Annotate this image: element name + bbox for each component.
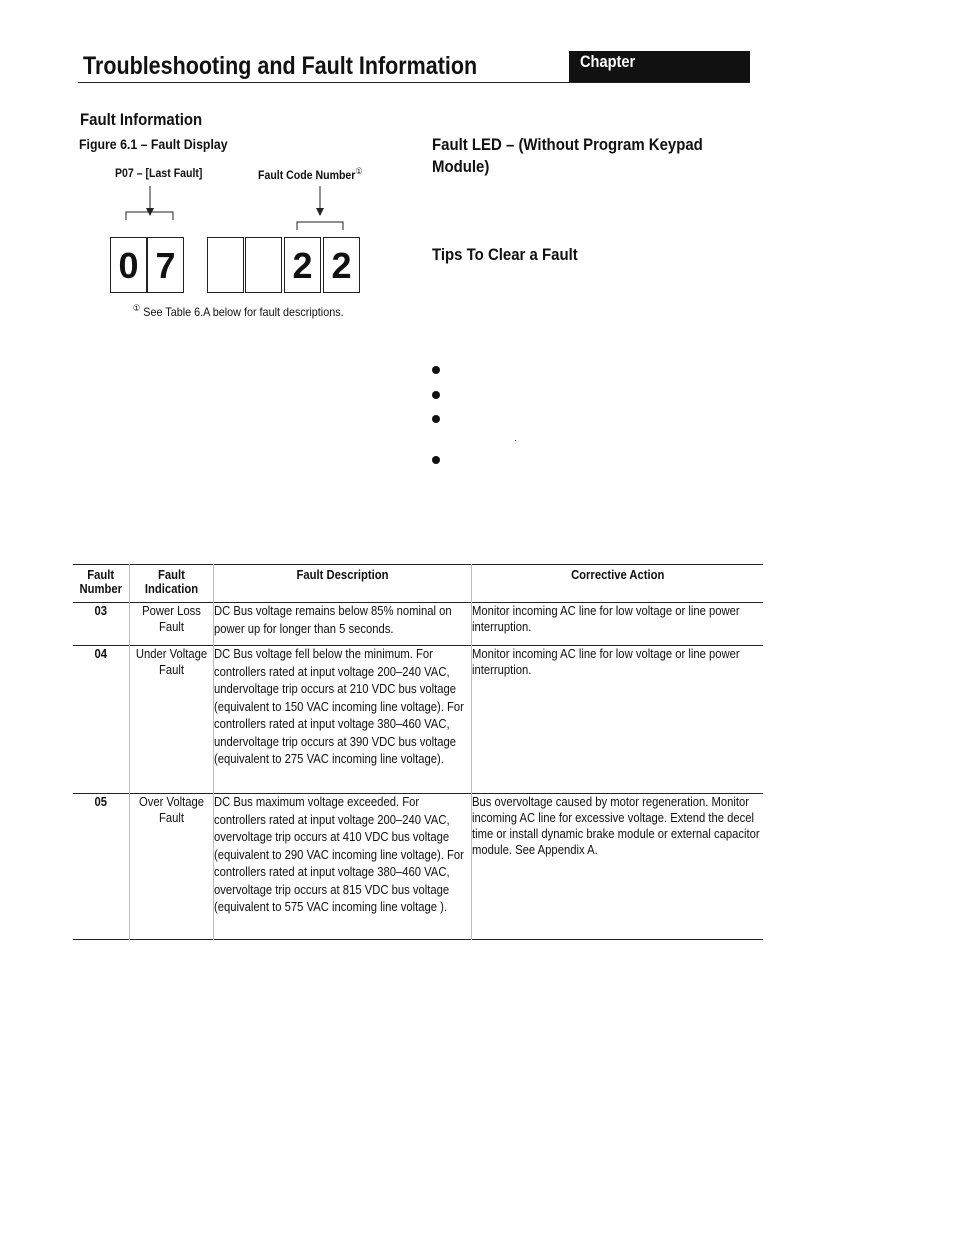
display-digit-5: 2 xyxy=(284,237,321,293)
section-heading-fault-led: Fault LED – (Without Program Keypad Module) xyxy=(432,135,703,176)
chapter-tab xyxy=(569,51,750,82)
corrective-action-cell: Bus overvoltage caused by motor regeneration. Monitor incoming AC line for excessive voltage. Extend the decel time or install dynamic brake module or external capacitor module. See Appendix A. xyxy=(471,794,763,940)
fault-indication-cell: Under Voltage Fault xyxy=(129,646,213,794)
table-row xyxy=(73,794,763,940)
fault-code-number-label: Fault Code Number① xyxy=(258,166,363,182)
fault-description-cell: DC Bus voltage remains below 85% nominal on power up for longer than 5 seconds. xyxy=(213,603,471,646)
header-corrective-action: Corrective Action xyxy=(471,565,763,603)
page-title: Troubleshooting and Fault Information xyxy=(83,52,478,80)
fault-description-cell: DC Bus maximum voltage exceeded. For controllers rated at input voltage 200–240 VAC, overvoltage trip occurs at 410 VDC bus voltage (equivalent to 290 VAC incoming line voltage). For controllers rated at input voltage 380–460 VAC, overvoltage trip occurs at 815 VDC bus voltage (equivalent to 575 VAC incoming line voltage ). xyxy=(213,794,471,940)
bullet-4 xyxy=(432,456,440,464)
fault-number-cell: 03 xyxy=(94,604,108,618)
header-fault-indication: Fault Indication xyxy=(129,565,213,603)
bullet-1 xyxy=(432,366,440,374)
table-row xyxy=(73,603,763,646)
header-fault-description: Fault Description xyxy=(213,565,471,603)
fault-indication-cell: Power Loss Fault xyxy=(129,603,213,646)
fault-code-arrow-head xyxy=(316,208,324,216)
fault-description-cell: DC Bus voltage fell below the minimum. For controllers rated at input voltage 200–240 VAC, undervoltage trip occurs at 210 VDC bus voltage (equivalent to 150 VAC incoming line voltage). For controllers rated at input voltage 380–460 VAC, undervoltage trip occurs at 390 VDC bus voltage (equivalent to 275 VAC incoming line voltage). xyxy=(213,646,471,794)
chapter-label: Chapter xyxy=(580,52,636,71)
table-header-row xyxy=(73,565,763,603)
header-rule xyxy=(78,82,750,83)
fault-code-bracket xyxy=(297,222,343,230)
bullet-3 xyxy=(432,415,440,423)
stray-mark xyxy=(515,440,516,441)
fault-table xyxy=(73,564,763,940)
figure-caption: Figure 6.1 – Fault Display xyxy=(79,136,228,152)
display-digit-4 xyxy=(245,237,282,293)
fault-indication-cell: Over Voltage Fault xyxy=(129,794,213,940)
display-digit-6: 2 xyxy=(323,237,360,293)
bullet-2 xyxy=(432,391,440,399)
last-fault-label: P07 – [Last Fault] xyxy=(115,166,203,180)
footnote-marker: ① xyxy=(355,166,363,176)
display-bracket-arrows xyxy=(110,180,370,240)
fault-number-cell: 05 xyxy=(94,795,108,809)
figure-footnote: ① See Table 6.A below for fault descriptions. xyxy=(133,303,344,319)
section-heading-tips: Tips To Clear a Fault xyxy=(432,245,578,264)
corrective-action-cell: Monitor incoming AC line for low voltage or line power interruption. xyxy=(471,603,763,646)
fault-number-cell: 04 xyxy=(94,647,108,661)
display-digit-2: 7 xyxy=(147,237,184,293)
section-heading-fault-information: Fault Information xyxy=(80,110,203,129)
table-row xyxy=(73,646,763,794)
corrective-action-cell: Monitor incoming AC line for low voltage or line power interruption. xyxy=(471,646,763,794)
display-digit-1: 0 xyxy=(110,237,147,293)
display-digit-3 xyxy=(207,237,244,293)
header-fault-number: Fault Number xyxy=(79,568,122,596)
